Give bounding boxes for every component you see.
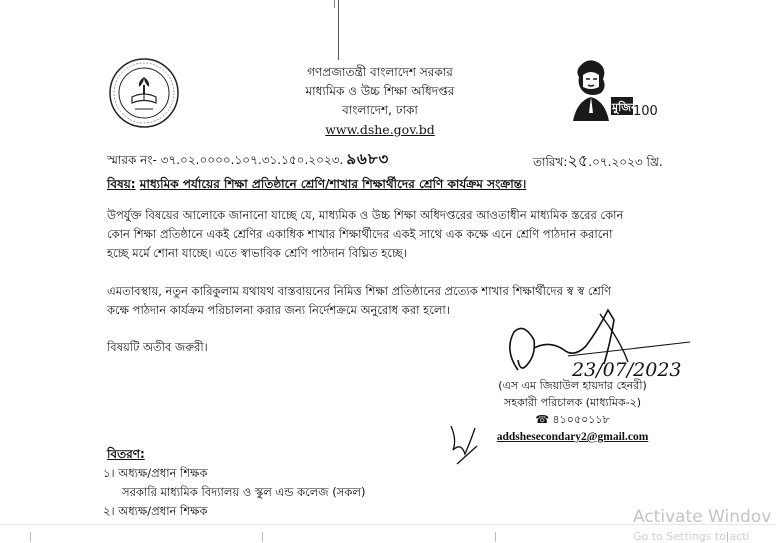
- website-link[interactable]: www.dshe.gov.bd: [325, 122, 435, 137]
- svg-text:মুজিব: মুজিব: [612, 101, 638, 114]
- svg-text:100: 100: [633, 104, 658, 119]
- signatory-phone: [475, 411, 670, 428]
- signatory-email[interactable]: addshesecondary2@gmail.com: [496, 431, 649, 443]
- handwritten-initial: [443, 420, 483, 468]
- scan-line: [334, 0, 335, 8]
- subject-line: [107, 176, 526, 196]
- signatory-name: (এস এম জিয়াউল হায়দার হেনরী): [498, 379, 647, 392]
- ruler-tick: [262, 532, 263, 542]
- date-label: তারিখ:: [533, 155, 568, 169]
- directorate-name: মাধ্যমিক ও উচ্চ শিক্ষা অধিদপ্তর: [305, 84, 455, 98]
- telephone-icon: ☎: [535, 413, 550, 426]
- government-name: গণপ্রজাতন্ত্রী বাংলাদেশ সরকার: [307, 65, 453, 79]
- svg-text:23/07/2023: 23/07/2023: [572, 359, 682, 380]
- memo-label: স্মারক নং- ৩৭.০২.০০০০.১০৭.৩১.১৫০.২০২৩.: [107, 153, 344, 167]
- phone-number: ৪১০৫০১১৮: [552, 413, 610, 426]
- subject-label: বিষয়:: [107, 177, 136, 191]
- handwritten-signature: [490, 300, 710, 380]
- mujib-100-logo: [563, 57, 673, 127]
- paragraph-line: এমতাবস্থায়, নতুন কারিকুলাম যথাযথ বাস্তবায়নের নিমিত্ত শিক্ষা প্রতিষ্ঠানের প্রত্যেক শাখার শিক্ষার্থীদের স্ব স্ব শ্রেণি: [107, 284, 612, 298]
- activate-windows-subtext[interactable]: Go to Settings to acti: [633, 530, 750, 543]
- date-rest: .০৭.২০২৩ খ্রি.: [588, 155, 663, 169]
- urgent-note: বিষয়টি অতীব জরুরী।: [107, 340, 208, 354]
- signatory-designation: সহকারী পরিচালক (মাধ্যমিক-২): [503, 396, 642, 409]
- memo-number: [107, 148, 389, 173]
- paragraph-line: কোন শিক্ষা প্রতিষ্ঠানে একই শ্রেণির একাধিক শাখার শিক্ষার্থীদের একই সাথে এক কক্ষে এনে শ্রেণি পাঠদান করানো: [107, 227, 613, 241]
- body-paragraph-1: [107, 206, 623, 263]
- scan-line: [338, 0, 339, 60]
- distribution-item: সরকারি মাধ্যমিক বিদ্যালয় ও স্কুল এন্ড কলেজ (সকল): [122, 485, 366, 499]
- letterhead: [230, 63, 530, 140]
- date-handwritten-day: ২৫: [567, 151, 589, 170]
- memo-handwritten-number: ৯৬৮৩: [346, 150, 390, 168]
- ruler-tick: [495, 532, 496, 542]
- distribution-item: ১। অধ্যক্ষ/প্রধান শিক্ষক: [103, 466, 208, 480]
- letter-date: [533, 148, 663, 175]
- paragraph-line: উপর্যুক্ত বিষয়ের আলোকে জানানো যাচ্ছে যে, মাধ্যমিক ও উচ্চ শিক্ষা অধিদপ্তরের আওতাধীন মাধ্যমিক স্তরের কোন: [107, 208, 624, 222]
- activate-windows-watermark: Activate Windov: [633, 507, 772, 527]
- ruler-tick: [30, 532, 31, 542]
- distribution-title: বিতরণ:: [107, 447, 145, 461]
- paragraph-line: কক্ষে পাঠদান কার্যক্রম পরিচালনা করার জন্য নির্দেশক্রমে অনুরোধ করা হলো।: [107, 303, 450, 317]
- distribution-list: [103, 464, 365, 521]
- dshe-seal-logo: [108, 57, 180, 129]
- paragraph-line: হচ্ছে মর্মে শোনা যাচ্ছে। এতে স্বাভাবিক শ্রেণি পাঠদান বিঘ্নিত হচ্ছে।: [107, 246, 407, 260]
- location: বাংলাদেশ, ঢাকা: [342, 103, 418, 117]
- subject-text: মাধ্যমিক পর্যায়ের শিক্ষা প্রতিষ্ঠানে শ্রেণি/শাখার শিক্ষার্থীদের শ্রেণি কার্যক্রম সংক্রান্ত।: [139, 177, 527, 191]
- signatory-block: [475, 377, 670, 446]
- distribution-item: ২। অধ্যক্ষ/প্রধান শিক্ষক: [103, 504, 208, 518]
